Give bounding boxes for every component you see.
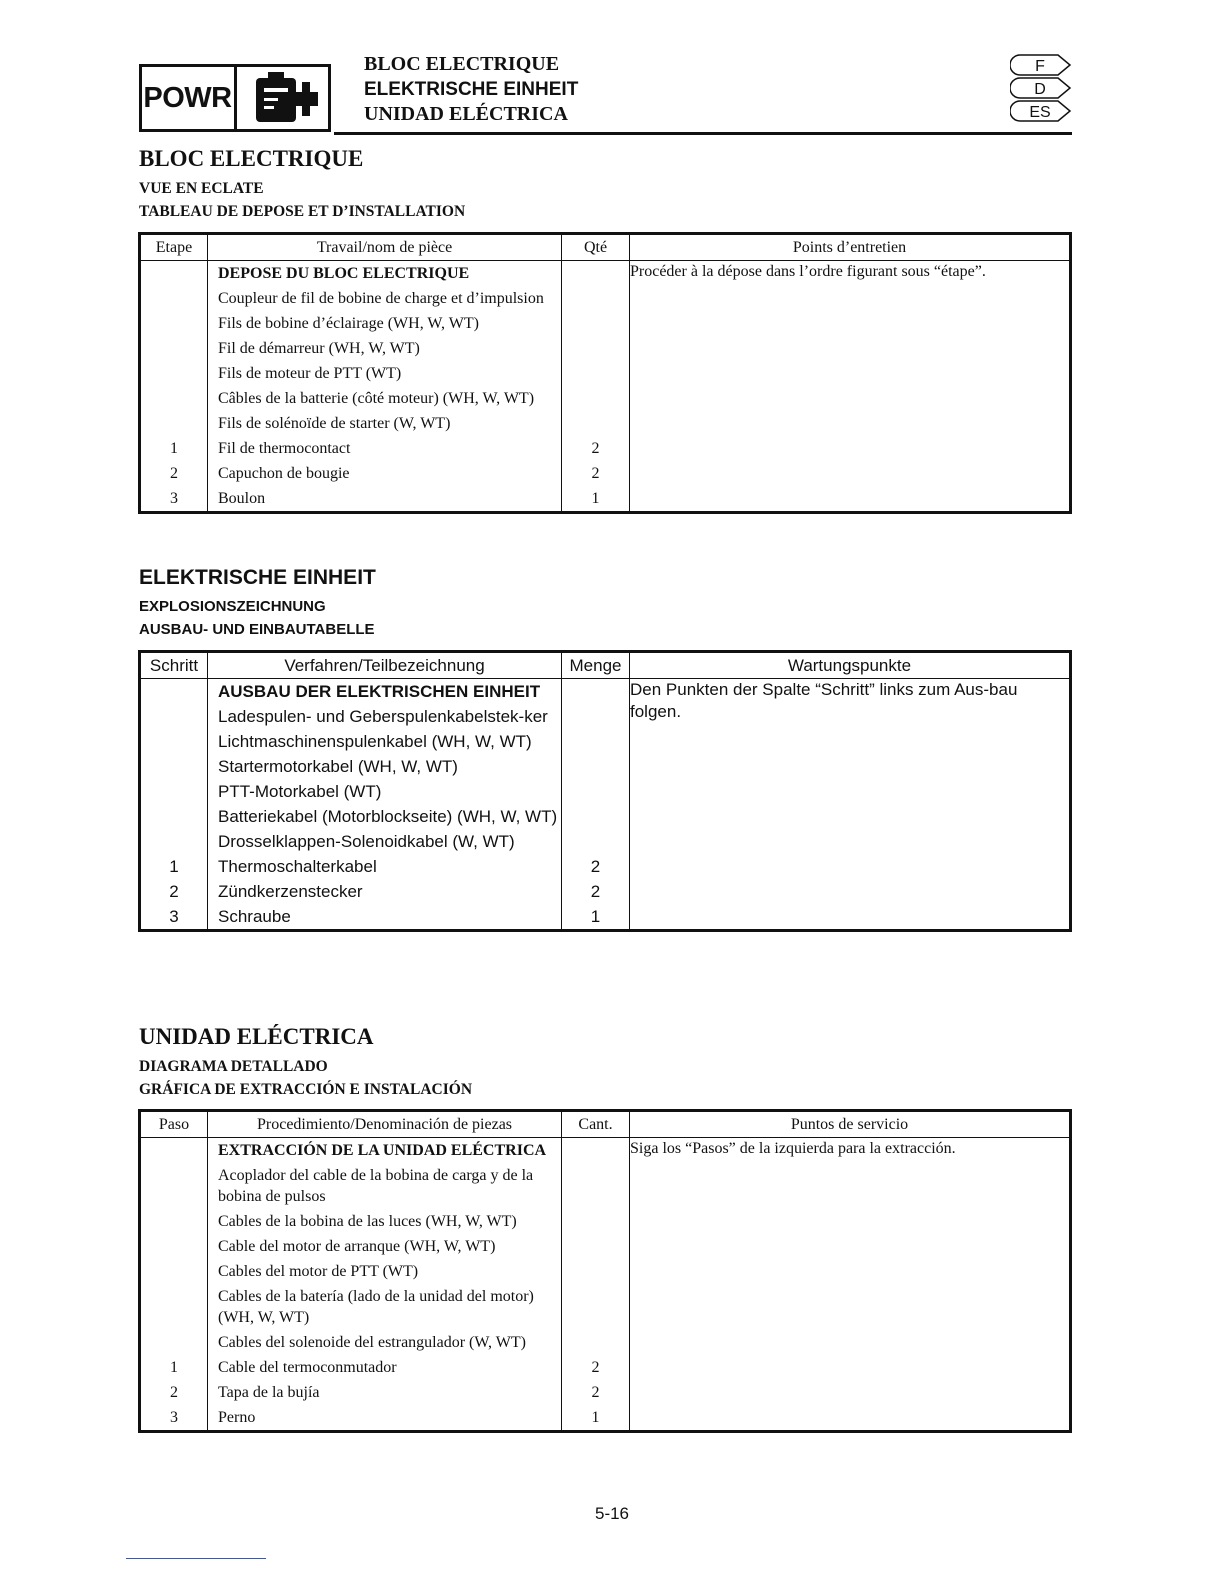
- step-number: 3: [170, 490, 178, 507]
- quantity-value: [562, 1234, 629, 1259]
- part-name: Boulon: [218, 490, 266, 507]
- step-number: 1: [169, 857, 179, 876]
- quantity-value: 2: [591, 1359, 600, 1376]
- quantity-value: 1: [591, 1409, 600, 1426]
- part-name: Cable del termoconmutador: [218, 1359, 397, 1376]
- part-name: Startermotorkabel (WH, W, WT): [218, 757, 458, 776]
- part-name: Cables de la bobina de las luces (WH, W, WT): [218, 1213, 517, 1230]
- language-tabs: [1010, 52, 1072, 124]
- quantity-value: [562, 704, 629, 729]
- step-number: [141, 1234, 207, 1259]
- part-name: Drosselklappen-Solenoidkabel (W, WT): [218, 832, 515, 851]
- part-name: Coupleur de fil de bobine de charge et d’impulsion: [218, 290, 544, 307]
- service-note: Den Punkten der Spalte “Schritt” links zum Aus-bau folgen.: [630, 679, 1071, 931]
- section-subtitle: EXPLOSIONSZEICHNUNG: [139, 598, 326, 615]
- quantity-value: [562, 336, 629, 361]
- part-name: Cable del motor de arranque (WH, W, WT): [218, 1238, 496, 1255]
- header-titles: [364, 52, 578, 127]
- header-title-fr: BLOC ELECTRIQUE: [364, 53, 560, 75]
- quantity-column: [562, 1138, 630, 1432]
- header-divider: [334, 132, 1072, 135]
- part-name: Thermoschalterkabel: [218, 857, 377, 876]
- step-number: [141, 336, 207, 361]
- header-title-de: ELEKTRISCHE EINHEIT: [364, 79, 579, 100]
- step-number: 1: [170, 440, 178, 457]
- part-name: Câbles de la batterie (côté moteur) (WH, W, WT): [218, 390, 535, 407]
- section-code: POWR: [141, 66, 237, 130]
- step-number: [141, 754, 207, 779]
- step-number: 3: [170, 1409, 178, 1426]
- section-subtitle: DIAGRAMA DETALLADO: [139, 1058, 328, 1075]
- step-column: [140, 261, 208, 513]
- column-header: Puntos de servicio: [630, 1111, 1071, 1138]
- section-subtitle: GRÁFICA DE EXTRACCIÓN E INSTALACIÓN: [139, 1081, 473, 1098]
- quantity-value: [562, 829, 629, 854]
- section-title: BLOC ELECTRIQUE: [139, 146, 364, 171]
- part-name: Fils de solénoïde de starter (W, WT): [218, 415, 451, 432]
- quantity-value: 2: [590, 882, 601, 901]
- header-title-es: UNIDAD ELÉCTRICA: [364, 103, 568, 125]
- step-number: 2: [169, 882, 179, 901]
- step-number: [141, 1138, 207, 1163]
- quantity-value: 2: [591, 465, 600, 482]
- electrical-unit-icon: [246, 72, 320, 126]
- step-number: 2: [170, 1384, 178, 1401]
- column-header: Points d’entretien: [630, 234, 1071, 261]
- part-name: Ladespulen- und Geberspulenkabelstek-ker: [218, 707, 548, 726]
- step-number: [141, 679, 207, 704]
- step-number: [141, 829, 207, 854]
- part-name: Batteriekabel (Motorblockseite) (WH, W, WT): [218, 807, 558, 826]
- step-number: 2: [170, 465, 178, 482]
- column-header: Wartungspunkte: [630, 652, 1071, 679]
- part-name: Fil de thermocontact: [218, 440, 351, 457]
- quantity-value: [562, 386, 629, 411]
- step-number: [141, 311, 207, 336]
- part-name: DEPOSE DU BLOC ELECTRIQUE: [218, 265, 470, 282]
- quantity-column: [562, 679, 630, 931]
- part-name: Perno: [218, 1409, 256, 1426]
- part-name: Cables de la batería (lado de la unidad del motor) (WH, W, WT): [218, 1288, 534, 1326]
- language-tab-es: ES: [1029, 104, 1051, 121]
- step-number: [141, 286, 207, 311]
- step-number: [141, 729, 207, 754]
- part-name: Tapa de la bujía: [218, 1384, 320, 1401]
- step-column: [140, 679, 208, 931]
- step-number: [141, 704, 207, 729]
- step-column: [140, 1138, 208, 1432]
- quantity-value: [562, 679, 629, 704]
- part-name: Fil de démarreur (WH, W, WT): [218, 340, 420, 357]
- removal-table: [138, 1109, 1072, 1433]
- step-number: [141, 361, 207, 386]
- step-number: 1: [170, 1359, 178, 1376]
- column-header: Paso: [140, 1111, 208, 1138]
- removal-table: [138, 232, 1072, 514]
- step-number: [141, 386, 207, 411]
- step-number: [141, 261, 207, 286]
- section-title: UNIDAD ELÉCTRICA: [139, 1024, 374, 1049]
- part-column: [208, 1138, 562, 1432]
- column-header: Verfahren/Teilbezeichnung: [208, 652, 562, 679]
- quantity-value: 2: [591, 440, 600, 457]
- removal-table: [138, 650, 1072, 932]
- part-name: Schraube: [218, 907, 291, 926]
- column-header: Qté: [562, 234, 630, 261]
- step-number: [141, 1259, 207, 1284]
- page-number: 5-16: [594, 1504, 630, 1523]
- quantity-value: [562, 1259, 629, 1284]
- part-name: Zündkerzenstecker: [218, 882, 363, 901]
- quantity-value: [562, 361, 629, 386]
- quantity-value: [562, 411, 629, 436]
- step-number: [141, 804, 207, 829]
- language-tab-d: D: [1034, 81, 1046, 98]
- quantity-value: [562, 729, 629, 754]
- quantity-value: [562, 754, 629, 779]
- step-number: [141, 411, 207, 436]
- step-number: [141, 1284, 207, 1330]
- quantity-value: [562, 779, 629, 804]
- column-header: Schritt: [140, 652, 208, 679]
- column-header: Etape: [140, 234, 208, 261]
- part-name: Fils de moteur de PTT (WT): [218, 365, 402, 382]
- step-number: [141, 779, 207, 804]
- service-note: Procéder à la dépose dans l’ordre figurant sous “étape”.: [630, 261, 1071, 513]
- column-header: Menge: [562, 652, 630, 679]
- step-number: [141, 1163, 207, 1209]
- service-note: Siga los “Pasos” de la izquierda para la extracción.: [630, 1138, 1071, 1432]
- part-name: Cables del motor de PTT (WT): [218, 1263, 419, 1280]
- part-name: EXTRACCIÓN DE LA UNIDAD ELÉCTRICA: [218, 1142, 547, 1159]
- step-number: [141, 1330, 207, 1355]
- quantity-value: [562, 261, 629, 286]
- quantity-value: 2: [591, 1384, 600, 1401]
- part-name: Lichtmaschinenspulenkabel (WH, W, WT): [218, 732, 532, 751]
- part-name: Capuchon de bougie: [218, 465, 350, 482]
- quantity-value: [562, 311, 629, 336]
- quantity-value: [562, 1330, 629, 1355]
- part-name: Fils de bobine d’éclairage (WH, W, WT): [218, 315, 479, 332]
- column-header: Cant.: [562, 1111, 630, 1138]
- section-subtitle: AUSBAU- UND EINBAUTABELLE: [139, 621, 375, 638]
- quantity-column: [562, 261, 630, 513]
- step-number: [141, 1209, 207, 1234]
- quantity-value: [562, 1138, 629, 1163]
- quantity-value: 1: [591, 490, 600, 507]
- quantity-value: [562, 1209, 629, 1234]
- quantity-value: [562, 286, 629, 311]
- section-title: ELEKTRISCHE EINHEIT: [139, 566, 376, 589]
- footer-rule: [126, 1558, 266, 1559]
- quantity-value: 1: [590, 907, 601, 926]
- part-column: [208, 261, 562, 513]
- part-column: [208, 679, 562, 931]
- quantity-value: [562, 1284, 629, 1330]
- part-name: Cables del solenoide del estrangulador (W, WT): [218, 1334, 526, 1351]
- quantity-value: [562, 804, 629, 829]
- quantity-value: [562, 1163, 629, 1209]
- part-name: Acoplador del cable de la bobina de carga y de la bobina de pulsos: [218, 1167, 534, 1205]
- column-header: Travail/nom de pièce: [208, 234, 562, 261]
- section-subtitle: TABLEAU DE DEPOSE ET D’INSTALLATION: [139, 203, 466, 220]
- section-subtitle: VUE EN ECLATE: [139, 180, 264, 197]
- part-name: AUSBAU DER ELEKTRISCHEN EINHEIT: [218, 682, 541, 701]
- quantity-value: 2: [590, 857, 601, 876]
- language-tab-f: F: [1035, 58, 1045, 75]
- part-name: PTT-Motorkabel (WT): [218, 782, 382, 801]
- column-header: Procedimiento/Denominación de piezas: [208, 1111, 562, 1138]
- step-number: 3: [169, 907, 179, 926]
